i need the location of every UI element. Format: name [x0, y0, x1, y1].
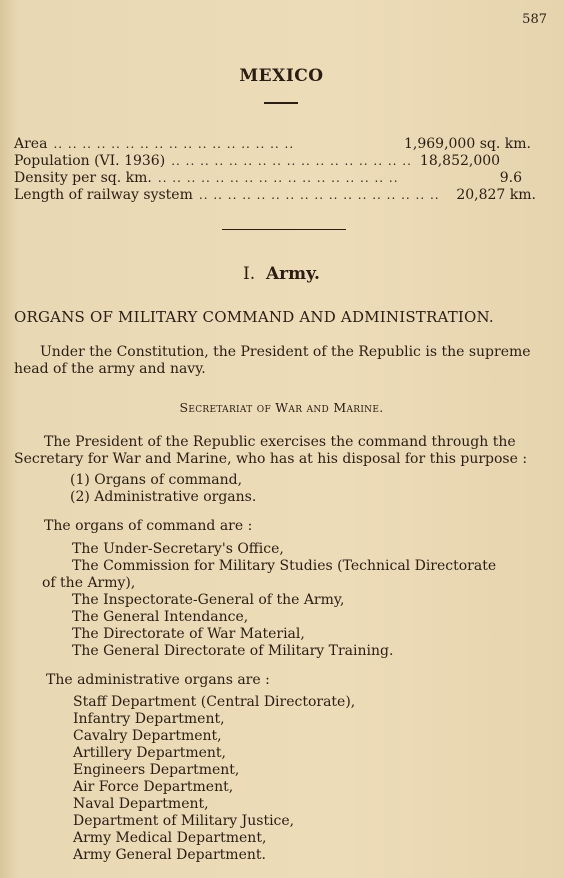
section-heading — [0, 264, 563, 284]
list-item: Infantry Department, — [73, 711, 225, 727]
list-item: (2) Administrative organs. — [70, 489, 257, 505]
list-item: The Under-Secretary's Office, — [72, 541, 284, 557]
list-item: The Inspectorate-General of the Army, — [72, 592, 345, 608]
list-item: Army General Department. — [73, 847, 266, 863]
organs-heading: ORGANS OF MILITARY COMMAND AND ADMINISTRATION. — [14, 308, 494, 326]
stat-value: 1,969,000 sq. km. — [404, 136, 531, 152]
stat-row-area — [14, 136, 554, 153]
stat-value: 18,852,000 — [419, 153, 501, 169]
stats-table — [14, 136, 554, 204]
list-item: of the Army), — [42, 575, 136, 591]
stat-label: Area — [14, 136, 48, 152]
list-item: (1) Organs of command, — [70, 472, 243, 488]
admin-list — [73, 694, 355, 864]
command-list — [42, 541, 497, 660]
stat-value: 20,827 km. — [456, 187, 536, 203]
stat-label: Density per sq. km. — [14, 170, 152, 186]
stat-row-density — [14, 170, 554, 187]
stat-row-population — [14, 153, 554, 170]
constitution-line-1: Under the Constitution, the President of the Republic is the supreme — [40, 344, 531, 360]
stat-value: 9.6 — [499, 170, 522, 186]
list-item: Cavalry Department, — [73, 728, 222, 744]
page-title: MEXICO — [239, 66, 324, 86]
president-line-2: Secretary for War and Marine, who has at his disposal for this purpose : — [14, 451, 528, 467]
section-title: Army. — [265, 264, 320, 284]
list-item: Artillery Department, — [73, 745, 226, 761]
list-item: Staff Department (Central Directorate), — [73, 694, 356, 710]
list-item: The General Directorate of Military Training. — [72, 643, 394, 659]
leader-dots: .. .. .. .. .. .. .. .. .. .. .. .. .. .. .. .. .. — [53, 137, 295, 151]
stat-label: Length of railway system — [14, 187, 193, 203]
stat-row-railway — [14, 187, 554, 204]
list-item: The Commission for Military Studies (Technical Directorate — [72, 558, 497, 574]
list-item: Air Force Department, — [73, 779, 234, 795]
list-item: Engineers Department, — [73, 762, 240, 778]
list-item: Army Medical Department, — [73, 830, 267, 846]
list-item: Naval Department, — [73, 796, 209, 812]
page-number: 587 — [522, 12, 547, 27]
command-intro: The organs of command are : — [44, 518, 253, 534]
admin-intro: The administrative organs are : — [46, 672, 270, 688]
title-rule — [264, 102, 298, 104]
secretariat-heading: Secretariat of War and Marine. — [179, 400, 384, 415]
list-item: The Directorate of War Material, — [72, 626, 305, 642]
leader-dots: .. .. .. .. .. .. .. .. .. .. .. .. .. .. .. .. .. — [171, 154, 412, 168]
stat-label: Population (VI. 1936) — [14, 153, 166, 169]
leader-dots: .. .. .. .. .. .. .. .. .. .. .. .. .. .. .. .. .. — [157, 171, 399, 185]
leader-dots: .. .. .. .. .. .. .. .. .. .. .. .. .. .. .. .. .. — [198, 188, 440, 202]
constitution-line-2: head of the army and navy. — [14, 361, 206, 377]
section-number: I. — [243, 264, 256, 284]
list-item: Department of Military Justice, — [73, 813, 295, 829]
disposal-list — [70, 472, 256, 506]
president-line-1: The President of the Republic exercises the command through the — [44, 434, 516, 450]
section-rule — [222, 229, 346, 230]
list-item: The General Intendance, — [72, 609, 249, 625]
